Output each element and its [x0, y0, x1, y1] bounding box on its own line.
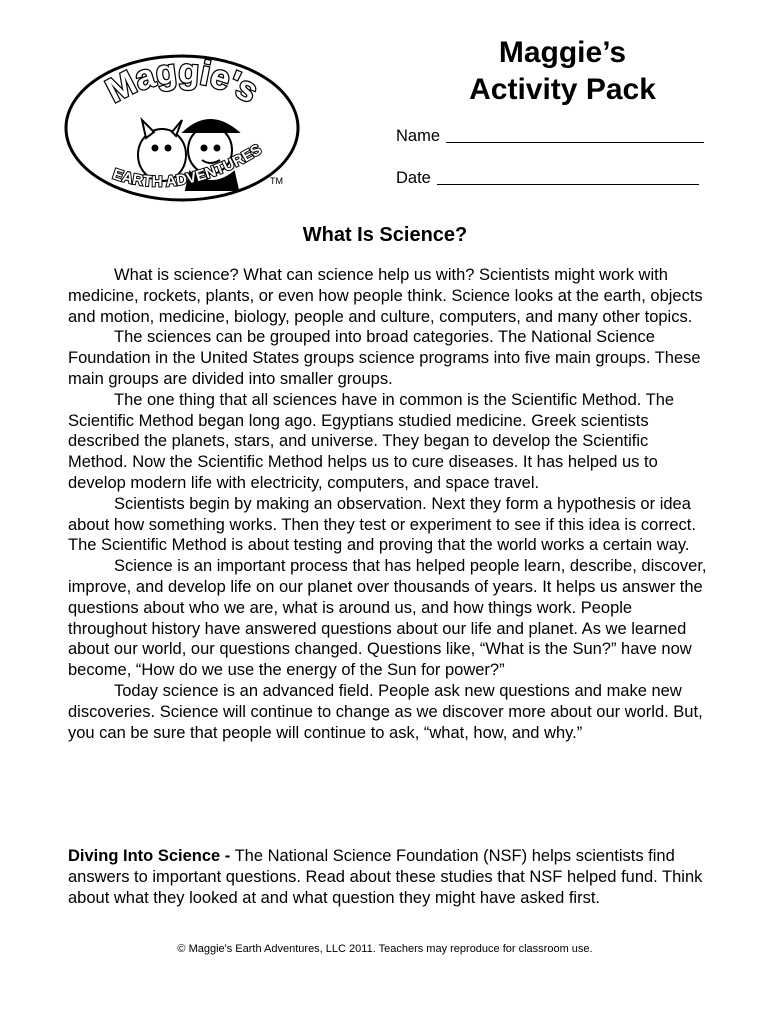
logo-top-text: Maggie's [100, 52, 265, 111]
logo-trademark: TM [270, 176, 283, 186]
copyright-footer: © Maggie's Earth Adventures, LLC 2011. Teachers may reproduce for classroom use. [177, 943, 593, 955]
date-label: Date [396, 169, 431, 187]
paragraph: Today science is an advanced field. People ask new questions and make new discoveries. Science will continue to change as we discover more about our world. But, you can be sure that people will continue to ask, “what, how, and why.” [68, 681, 703, 742]
title-line-1: Maggie’s [498, 36, 627, 69]
name-blank-line[interactable] [446, 141, 704, 143]
diving-text: The National Science Foundation (NSF) helps scientists find answers to important questions. Read about these studies that NSF helped fund. Think about what they looked at and what question they might have asked first. [68, 847, 703, 907]
diving-lead: Diving Into Science - [68, 847, 231, 865]
paragraph: What is science? What can science help us with? Scientists might work with medicine, rockets, plants, or even how people think. Science looks at the earth, objects and motion, medicine, biology, people and culture, computers, and many other topics. [68, 266, 703, 326]
logo-bottom-text: EARTH ADVENTURES [110, 141, 265, 191]
svg-text:Maggie's [100, 52, 264, 110]
paragraph: The one thing that all sciences have in common is the Scientific Method. The Scientific Method began long ago. Egyptians studied medicine. Greek scientists described the planets, stars, and universe. They began to develop the Scientific Method. Now the Scientific Method helps us to cure diseases. It has helped us to develop modern life with electricity, computers, and space travel. [68, 390, 675, 492]
name-label: Name [396, 127, 441, 145]
name-field[interactable] [396, 127, 704, 146]
paragraph: Scientists begin by making an observation. Next they form a hypothesis or idea about how something works. Then they test or experiment to see if this idea is correct. The Scientific Method is about testing and proving that the world works a certain way. [68, 494, 696, 555]
date-blank-line[interactable] [437, 183, 699, 185]
paragraph: The sciences can be grouped into broad categories. The National Science Foundation in the United States groups science programs into five main groups. These main groups are divided into smaller groups. [68, 328, 701, 388]
title-line-2: Activity Pack [469, 73, 656, 106]
section-heading: What Is Science? [302, 224, 468, 246]
body-text [68, 265, 710, 743]
maggies-earth-adventures-logo [62, 50, 302, 205]
date-field[interactable] [396, 169, 699, 188]
activity-pack-title [450, 34, 675, 108]
paragraph: Science is an important process that has helped people learn, describe, discover, improve, and develop life on our planet over thousands of years. It helps us answer the questions about who we are, what is around us, and how things work. People throughout history have answered questions about our life and planet. As we learned about our world, our questions changed. Questions like, “What is the Sun?” have now become, “How do we use the energy of the Sun for power?” [68, 557, 707, 680]
diving-into-science-section [68, 846, 710, 908]
